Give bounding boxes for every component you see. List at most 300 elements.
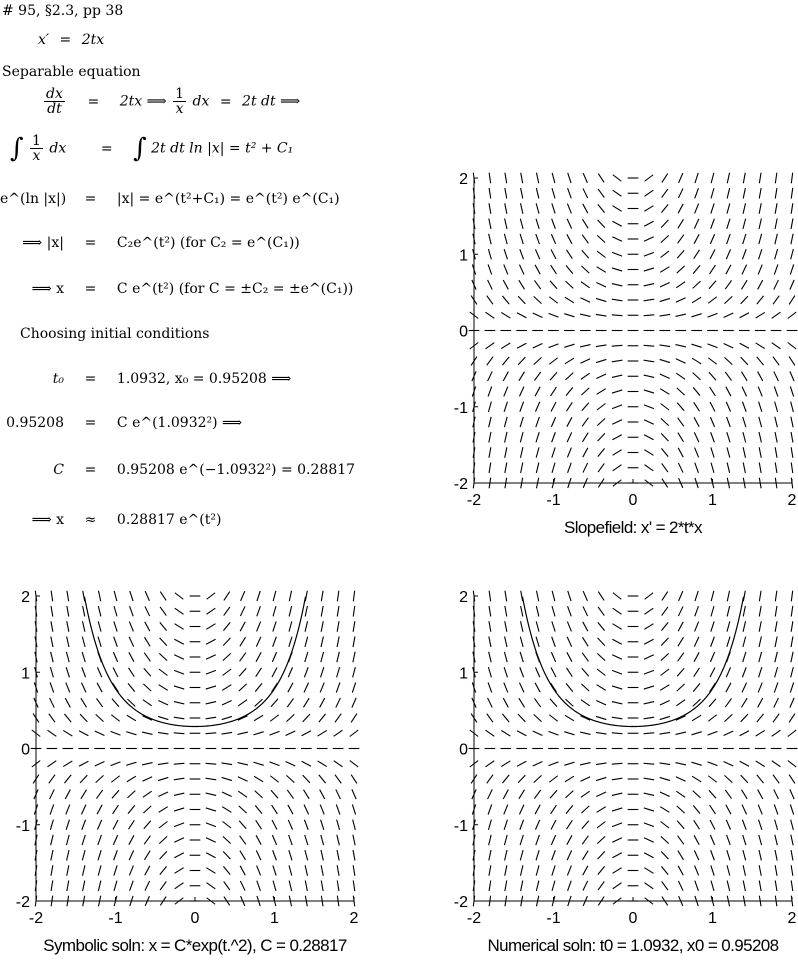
slope-segment <box>534 775 542 782</box>
slope-segment <box>206 733 217 734</box>
slope-segment <box>67 606 69 617</box>
slope-segment <box>644 853 653 858</box>
slope-segment <box>303 775 310 783</box>
slope-segment <box>536 188 539 198</box>
slope-segment <box>489 637 491 647</box>
slope-segment <box>82 865 84 875</box>
slope-segment <box>743 188 745 198</box>
slope-segment <box>350 761 358 767</box>
slope-segment <box>473 462 475 473</box>
slope-segment <box>95 731 105 735</box>
slope-segment <box>129 652 134 661</box>
slope-segment <box>273 637 277 647</box>
slope-segment <box>82 637 85 647</box>
slope-segment <box>743 447 745 457</box>
slope-segment <box>791 637 793 647</box>
y-tick-label: -2 <box>453 894 468 911</box>
slope-segment <box>273 865 276 875</box>
slope-segment <box>337 637 339 647</box>
slope-segment <box>488 280 493 290</box>
slope-segment <box>756 312 765 318</box>
slope-segment <box>661 622 668 630</box>
slope-segment <box>597 807 606 813</box>
slope-segment <box>83 591 85 601</box>
derivation-line-2: ∫ $\frac{1}{x}$ dx = ∫ 2t dt ln |x| = t² + C₁ <box>10 133 294 164</box>
slope-segment <box>551 402 556 411</box>
slope-segment <box>504 652 507 662</box>
slope-segment <box>67 621 69 631</box>
slope-segment <box>501 730 510 736</box>
slope-segment <box>644 733 655 734</box>
slope-segment <box>695 622 699 632</box>
slope-segment <box>534 296 542 303</box>
slope-segment <box>710 668 715 677</box>
slope-segment <box>580 359 590 363</box>
slope-segment <box>644 375 654 377</box>
slope-segment <box>520 432 523 442</box>
slope-segment <box>598 174 604 183</box>
slope-segment <box>535 805 540 814</box>
derivation-line-4: ⟹ |x| = C₂e^(t²) (for C₂ = e^(C₁)) <box>22 235 300 251</box>
slope-segment <box>660 685 669 691</box>
slope-segment <box>65 698 70 707</box>
slope-segment <box>504 683 508 693</box>
slope-segment <box>727 881 730 891</box>
slope-segment <box>551 835 555 845</box>
slope-segment <box>488 667 491 677</box>
derivation-line-9: ⟹ x ≈ 0.28817 e^(t²) <box>31 512 222 528</box>
slope-segment <box>743 173 745 183</box>
slope-segment <box>130 881 134 891</box>
slope-segment <box>489 203 491 214</box>
chart-title: Slopefield: x' = 2*t*x <box>564 518 702 537</box>
slope-segment <box>644 624 653 630</box>
slope-segment <box>726 402 730 412</box>
slope-segment <box>711 637 715 647</box>
slope-segment <box>222 701 232 705</box>
slope-segment <box>645 883 654 889</box>
slope-segment <box>128 683 135 691</box>
slope-segment <box>725 372 731 381</box>
slope-segment <box>710 387 716 396</box>
slope-segment <box>552 188 555 198</box>
slope-segment <box>612 284 622 286</box>
slope-segment <box>534 698 540 707</box>
y-tick-label: 0 <box>459 323 468 341</box>
y-tick-label: 1 <box>21 665 30 683</box>
slope-segment <box>598 851 605 859</box>
slope-segment <box>724 775 732 782</box>
slope-segment <box>612 299 623 301</box>
slope-segment <box>742 265 747 275</box>
slope-segment <box>51 896 53 907</box>
slope-segment <box>759 820 762 830</box>
slope-segment <box>552 621 555 631</box>
slope-segment <box>288 667 292 677</box>
slope-segment <box>487 296 493 305</box>
slope-segment <box>257 591 260 601</box>
slope-segment <box>504 249 507 259</box>
slope-segment <box>223 653 231 660</box>
slope-segment <box>159 807 168 813</box>
slope-segment <box>35 880 37 891</box>
slope-segment <box>567 219 572 229</box>
slope-segment <box>645 175 653 181</box>
slope-segment <box>142 732 152 734</box>
slope-segment <box>580 345 590 347</box>
slope-segment <box>321 835 324 845</box>
slope-segment <box>724 313 734 317</box>
slope-segment <box>660 732 671 734</box>
slope-segment <box>691 314 701 317</box>
slope-segment <box>83 606 85 616</box>
slope-segment <box>255 699 263 706</box>
slope-segment <box>678 653 684 662</box>
slope-segment <box>775 219 777 229</box>
slope-segment <box>772 761 781 767</box>
slope-segment <box>660 298 670 301</box>
slope-segment <box>552 637 556 647</box>
slope-segment <box>727 188 730 198</box>
slope-segment <box>534 790 540 799</box>
slope-segment <box>660 314 671 316</box>
slope-segment <box>289 881 292 891</box>
slope-segment <box>257 881 261 891</box>
slope-segment <box>676 282 685 288</box>
slope-segment <box>550 790 557 798</box>
slope-segment <box>583 591 587 601</box>
slope-segment <box>145 622 150 631</box>
slope-segment <box>549 776 557 782</box>
slope-segment <box>596 792 606 796</box>
slope-segment <box>83 881 85 891</box>
slope-segment <box>160 881 166 890</box>
slope-segment <box>773 775 779 784</box>
slope-segment <box>337 835 340 845</box>
slope-segment <box>775 667 778 677</box>
slope-segment <box>596 777 606 780</box>
slope-segment <box>791 173 792 184</box>
slope-segment <box>551 668 556 677</box>
slope-segment <box>675 732 685 734</box>
slope-segment <box>51 652 54 662</box>
slope-segment <box>505 219 507 229</box>
slope-segment <box>741 714 748 722</box>
slope-segment <box>66 805 70 815</box>
slope-segment <box>254 715 263 721</box>
slope-segment <box>756 730 765 736</box>
slope-segment <box>222 685 231 691</box>
slope-segment <box>241 591 245 601</box>
slope-segment <box>566 387 573 395</box>
slope-segment <box>50 804 54 814</box>
slope-segment <box>240 653 246 662</box>
slope-segment <box>791 203 793 214</box>
slope-segment <box>759 637 761 647</box>
slope-segment <box>789 357 795 366</box>
slope-segment <box>661 404 669 410</box>
slope-segment <box>759 249 762 259</box>
slope-segment <box>582 235 588 244</box>
slope-segment <box>271 790 278 798</box>
slope-segment <box>51 865 53 876</box>
slope-segment <box>256 652 261 661</box>
chart-title: Symbolic soln: x = C*exp(t.^2), C = 0.28817 <box>43 936 347 955</box>
slope-segment <box>661 251 669 257</box>
slope-segment <box>580 777 590 781</box>
slope-segment <box>98 850 101 860</box>
slope-segment <box>536 591 538 601</box>
slope-segment <box>757 296 764 304</box>
slope-segment <box>321 637 323 647</box>
slope-segment <box>489 462 491 473</box>
slope-segment <box>677 403 684 411</box>
slope-segment <box>518 357 525 365</box>
slope-segment <box>708 344 718 348</box>
slope-segment <box>568 591 571 601</box>
slope-segment <box>759 173 761 184</box>
slope-segment <box>520 203 522 213</box>
slope-segment <box>678 606 683 616</box>
slope-segment <box>583 448 588 457</box>
slope-segment <box>80 714 87 722</box>
slope-segment <box>581 700 590 706</box>
slope-segment <box>206 717 217 719</box>
slope-segment <box>775 637 777 647</box>
slope-segment <box>775 462 777 473</box>
slope-segment <box>223 822 231 828</box>
slope-segment <box>644 670 654 674</box>
slope-segment <box>742 402 746 412</box>
slope-segment <box>743 865 745 875</box>
slope-segment <box>661 638 668 646</box>
slope-segment <box>50 682 54 692</box>
slope-segment <box>727 835 731 845</box>
slope-segment <box>159 685 168 691</box>
slope-segment <box>791 234 793 244</box>
slope-segment <box>505 606 507 617</box>
slope-segment <box>111 715 119 721</box>
slope-segment <box>222 763 233 765</box>
slope-segment <box>505 447 507 457</box>
slope-segment <box>692 715 701 721</box>
slope-segment <box>289 621 292 631</box>
slope-segment <box>566 683 573 691</box>
slope-segment <box>504 265 508 275</box>
slope-segment <box>743 637 746 647</box>
separable-label: Separable equation <box>2 64 141 80</box>
slope-segment <box>775 865 777 876</box>
slope-segment <box>613 883 622 889</box>
slope-segment <box>694 637 699 647</box>
slope-segment <box>566 668 572 677</box>
slope-segment <box>581 266 589 273</box>
slope-segment <box>502 775 509 783</box>
slope-segment <box>517 761 526 766</box>
slope-segment <box>353 621 355 632</box>
slope-segment <box>130 606 134 616</box>
slope-segment <box>67 850 69 860</box>
initial-conditions-label: Choosing initial conditions <box>20 326 210 342</box>
slope-segment <box>695 463 699 473</box>
slope-segment <box>144 637 150 646</box>
slope-segment <box>725 280 731 289</box>
slope-segment <box>238 791 247 797</box>
slope-segment <box>775 652 778 662</box>
slope-segment <box>534 357 542 364</box>
slope-segment <box>612 345 623 346</box>
slope-segment <box>742 820 746 830</box>
slope-segment <box>775 402 778 412</box>
slope-segment <box>353 652 355 662</box>
slope-segment <box>305 850 308 860</box>
slope-segment <box>644 838 654 842</box>
slope-segment <box>536 881 539 891</box>
slope-segment <box>305 881 307 891</box>
slope-segment <box>581 373 590 379</box>
slope-segment <box>536 621 539 631</box>
slope-segment <box>114 606 117 616</box>
slope-segment <box>691 732 701 735</box>
slope-segment <box>677 388 685 395</box>
slope-segment <box>775 478 777 489</box>
slope-segment <box>51 621 53 632</box>
slope-segment <box>564 762 574 765</box>
slope-segment <box>67 880 69 891</box>
slope-segment <box>791 462 793 473</box>
slope-segment <box>695 866 699 876</box>
slope-segment <box>501 343 510 349</box>
y-tick-label: 0 <box>21 741 30 759</box>
slope-segment <box>758 280 763 289</box>
slope-segment <box>788 312 796 318</box>
slope-segment <box>583 173 587 183</box>
slope-segment <box>676 777 686 781</box>
slope-segment <box>502 714 509 722</box>
slope-segment <box>353 835 355 845</box>
derivation-line-7: 0.95208 = C e^(1.0932²) ⟹ <box>6 415 243 431</box>
slope-segment <box>567 417 572 426</box>
slope-segment <box>144 851 150 860</box>
slope-segment <box>504 402 507 412</box>
slope-segment <box>788 730 796 736</box>
slope-segment <box>644 206 653 212</box>
slope-segment <box>289 591 291 601</box>
slope-segment <box>759 417 762 427</box>
slope-segment <box>759 621 761 631</box>
slope-segment <box>727 219 730 229</box>
slope-segment <box>710 835 714 845</box>
slope-segment <box>566 820 572 829</box>
slope-segment <box>486 312 495 318</box>
slope-segment <box>489 173 491 184</box>
slope-segment <box>257 622 261 632</box>
slope-segment <box>791 219 793 229</box>
slope-segment <box>504 417 507 427</box>
slope-segment <box>758 698 763 707</box>
slope-segment <box>206 655 216 659</box>
slope-segment <box>273 881 276 891</box>
slope-segment <box>644 763 655 764</box>
slope-segment <box>160 607 166 616</box>
slope-segment <box>612 655 622 659</box>
slope-segment <box>520 234 523 244</box>
slope-segment <box>612 639 621 644</box>
slope-segment <box>742 249 746 259</box>
slope-segment <box>711 850 715 860</box>
slope-segment <box>272 668 277 677</box>
slope-segment <box>581 282 590 288</box>
slope-segment <box>158 763 169 765</box>
slope-segment <box>207 608 216 614</box>
slope-segment <box>612 221 621 226</box>
slope-segment <box>303 698 309 707</box>
slope-segment <box>772 312 781 318</box>
slope-segment <box>486 730 495 736</box>
slope-segment <box>520 652 523 662</box>
slope-segment <box>533 762 543 766</box>
slope-segment <box>82 820 86 830</box>
slope-segment <box>223 669 231 675</box>
slope-segment <box>695 173 698 183</box>
slope-segment <box>790 371 794 381</box>
slope-segment <box>66 667 69 677</box>
slope-segment <box>239 821 246 829</box>
slope-segment <box>694 432 699 442</box>
slope-segment <box>549 344 559 348</box>
slope-segment <box>743 606 745 616</box>
slope-segment <box>353 591 354 602</box>
slope-segment <box>791 820 794 830</box>
slope-segment <box>740 343 749 348</box>
slope-segment <box>775 173 777 184</box>
slope-segment <box>145 881 150 891</box>
slope-segment <box>743 432 746 442</box>
slope-segment <box>489 835 492 845</box>
slope-segment <box>521 188 523 198</box>
slope-segment <box>49 775 55 784</box>
slope-segment <box>50 698 55 708</box>
slope-segment <box>758 387 762 397</box>
slope-segment <box>550 372 557 380</box>
slope-segment <box>272 683 278 692</box>
slope-segment <box>566 402 572 411</box>
slope-segment <box>158 701 168 705</box>
slope-segment <box>695 591 698 601</box>
slope-segment <box>644 639 653 644</box>
slope-segment <box>743 591 745 601</box>
slope-segment <box>774 682 778 692</box>
slope-segment <box>98 881 101 891</box>
slope-segment <box>240 606 245 616</box>
slope-segment <box>489 606 491 617</box>
slope-segment <box>66 652 69 662</box>
slope-segment <box>552 881 555 891</box>
slope-segment <box>67 591 69 602</box>
slope-segment <box>287 790 293 799</box>
slope-segment <box>520 850 523 860</box>
slope-segment <box>612 778 623 780</box>
slope-segment <box>81 790 87 799</box>
slope-segment <box>708 715 716 721</box>
slope-segment <box>677 806 685 813</box>
slope-segment <box>536 234 540 244</box>
slope-segment <box>711 591 714 601</box>
slope-segment <box>759 462 761 473</box>
slope-segment <box>142 763 152 765</box>
slope-segment <box>613 868 622 874</box>
slope-segment <box>160 622 167 630</box>
